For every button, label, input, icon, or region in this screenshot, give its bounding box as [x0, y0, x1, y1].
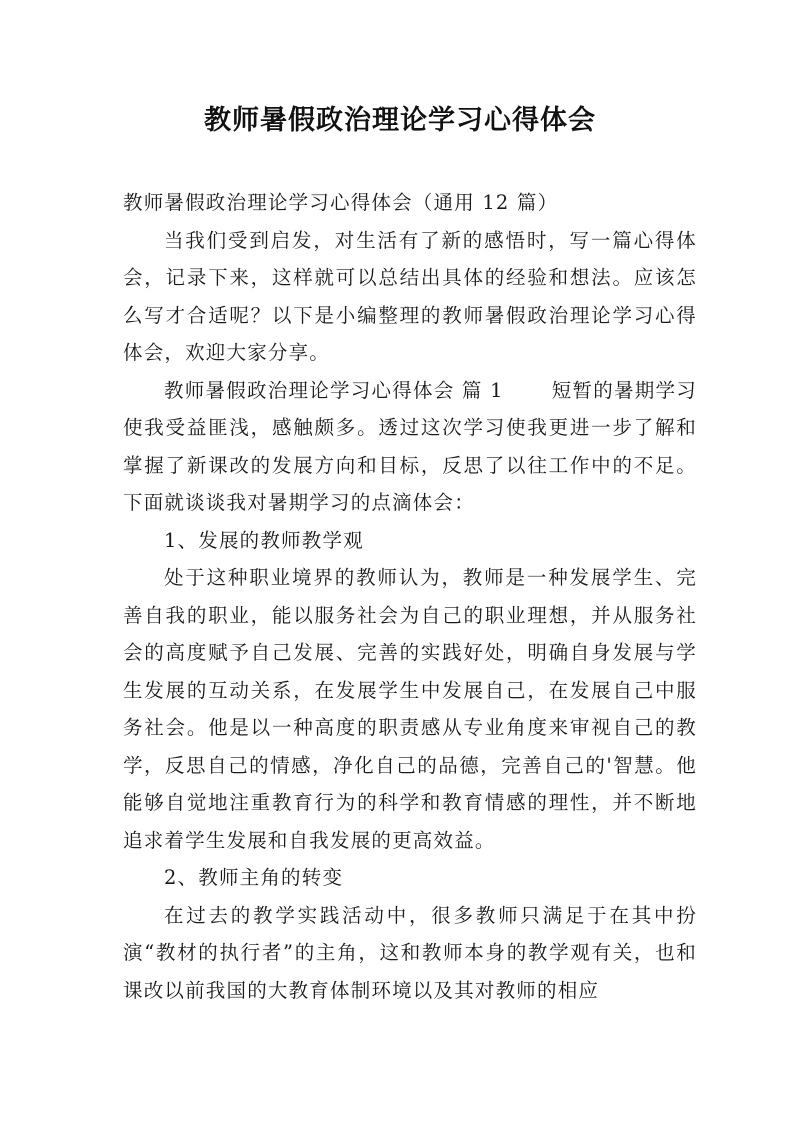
heading-2: 2、教师主角的转变	[163, 866, 344, 889]
document-body	[123, 184, 697, 1009]
paragraph-2: 在过去的教学实践活动中，很多教师只满足于在其中扮演“教材的执行者”的主角，这和教师本身的教学观有关，也和课改以前我国的大教育体制环境以及其对教师的相应	[123, 903, 697, 1002]
section-1-text: 短暂的暑期学习使我受益匪浅，感触颇多。透过这次学习使我更进一步了解和掌握了新课改的发展方向和目标，反思了以往工作中的不足。下面就谈谈我对暑期学习的点滴体会：	[123, 378, 697, 514]
intro-paragraph: 当我们受到启发，对生活有了新的感悟时，写一篇心得体会，记录下来，这样就可以总结出具体的经验和想法。应该怎么写才合适呢？以下是小编整理的教师暑假政治理论学习心得体会，欢迎大家分享。	[123, 228, 697, 364]
section-1-label: 教师暑假政治理论学习心得体会 篇 1	[163, 378, 504, 402]
document-title: 教师暑假政治理论学习心得体会	[204, 105, 596, 136]
document-subtitle: 教师暑假政治理论学习心得体会（通用 12 篇）	[123, 191, 559, 214]
heading-1: 1、发展的教师教学观	[163, 528, 364, 552]
paragraph-1: 处于这种职业境界的教师认为，教师是一种发展学生、完善自我的职业，能以服务社会为自己的职业理想，并从服务社会的高度赋予自己发展、完善的实践好处，明确自身发展与学生发展的互动关系，在发展学生中发展自己，在发展自己中服务社会。他是以一种高度的职责感从专业角度来审视自己的教学，反思自己的情感，净化自己的品德，完善自己的'智慧。他能够自觉地注重教育行为的科学和教育情感的理性，并不断地追求着学生发展和自我发展的更高效益。	[123, 566, 697, 852]
section-1-paragraph	[123, 372, 697, 522]
